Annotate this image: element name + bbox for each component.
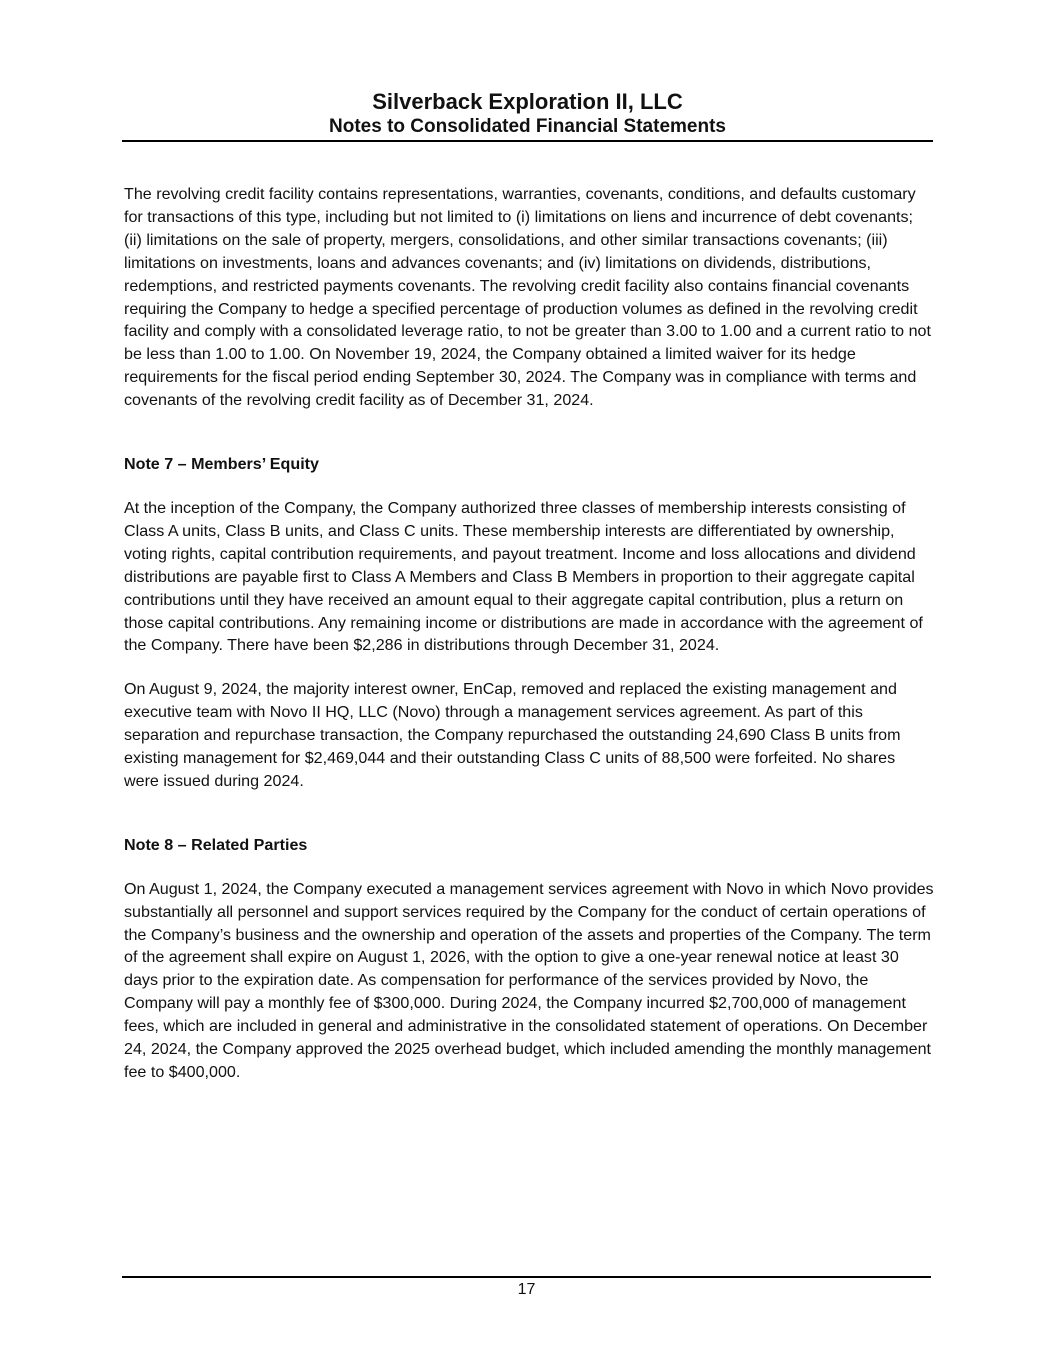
page-number: 17 [517,1281,536,1298]
credit-facility-paragraph: The revolving credit facility contains representations, warranties, covenants, conditions, and defaults customary for transactions of this type, including but not limited to (i) limitations on liens and incurrence of debt covenants; (ii) limitations on the sale of property, mergers, consolidations, and other similar transactions covenants; (iii) limitations on investments, loans and advances covenants; and (iv) limitations on dividends, distributions, redemptions, and restricted payments covenants. The revolving credit facility also contains financial covenants requiring the Company to hedge a specified percentage of production volumes as defined in the revolving credit facility and comply with a consolidated leverage ratio, to not be greater than 3.00 to 1.00 and a current ratio to not be less than 1.00 to 1.00. On November 19, 2024, the Company obtained a limited waiver for its hedge requirements for the fiscal period ending September 30, 2024. The Company was in compliance with terms and covenants of the revolving credit facility as of December 31, 2024. [124,185,931,410]
document-subtitle: Notes to Consolidated Financial Statements [329,116,726,137]
note-7-paragraph-2: On August 9, 2024, the majority interest owner, EnCap, removed and replaced the existing management and executive team with Novo II HQ, LLC (Novo) through a management services agreement. As part of this separation and repurchase transaction, the Company repurchased the outstanding 24,690 Class B units from existing management for $2,469,044 and their outstanding Class C units of 88,500 were forfeited. No shares were issued during 2024. [124,680,901,790]
note-7-paragraph-1: At the inception of the Company, the Company authorized three classes of membership interests consisting of Class A units, Class B units, and Class C units. These membership interests are differentiated by ownership, voting rights, capital contribution requirements, and payout treatment. Income and loss allocations and dividend distributions are payable first to Class A Members and Class B Members in proportion to their aggregate capital contributions until they have received an amount equal to their aggregate capital contribution, plus a return on those capital contributions. Any remaining income or distributions are made in accordance with the agreement of the Company. There have been $2,286 in distributions through December 31, 2024. [124,498,923,655]
footer-rule [122,1276,931,1278]
company-name: Silverback Exploration II, LLC [372,89,683,114]
note-8-heading: Note 8 – Related Parties [124,835,308,854]
note-8-paragraph-1: On August 1, 2024, the Company executed a management services agreement with Novo in which Novo provides substantially all personnel and support services required by the Company for the conduct of certain operations of the Company’s business and the ownership and operation of the assets and properties of the Company. The term of the agreement shall expire on August 1, 2026, with the option to give a one-year renewal notice at least 30 days prior to the expiration date. As compensation for performance of the services provided by Novo, the Company will pay a monthly fee of $300,000. During 2024, the Company incurred $2,700,000 of management fees, which are included in general and administrative in the consolidated statement of operations. On December 24, 2024, the Company approved the 2025 overhead budget, which included amending the monthly management fee to $400,000. [124,879,934,1081]
page-header [122,88,933,139]
note-7-heading: Note 7 – Members’ Equity [124,455,319,474]
header-rule [122,140,933,142]
document-body [124,183,934,1084]
